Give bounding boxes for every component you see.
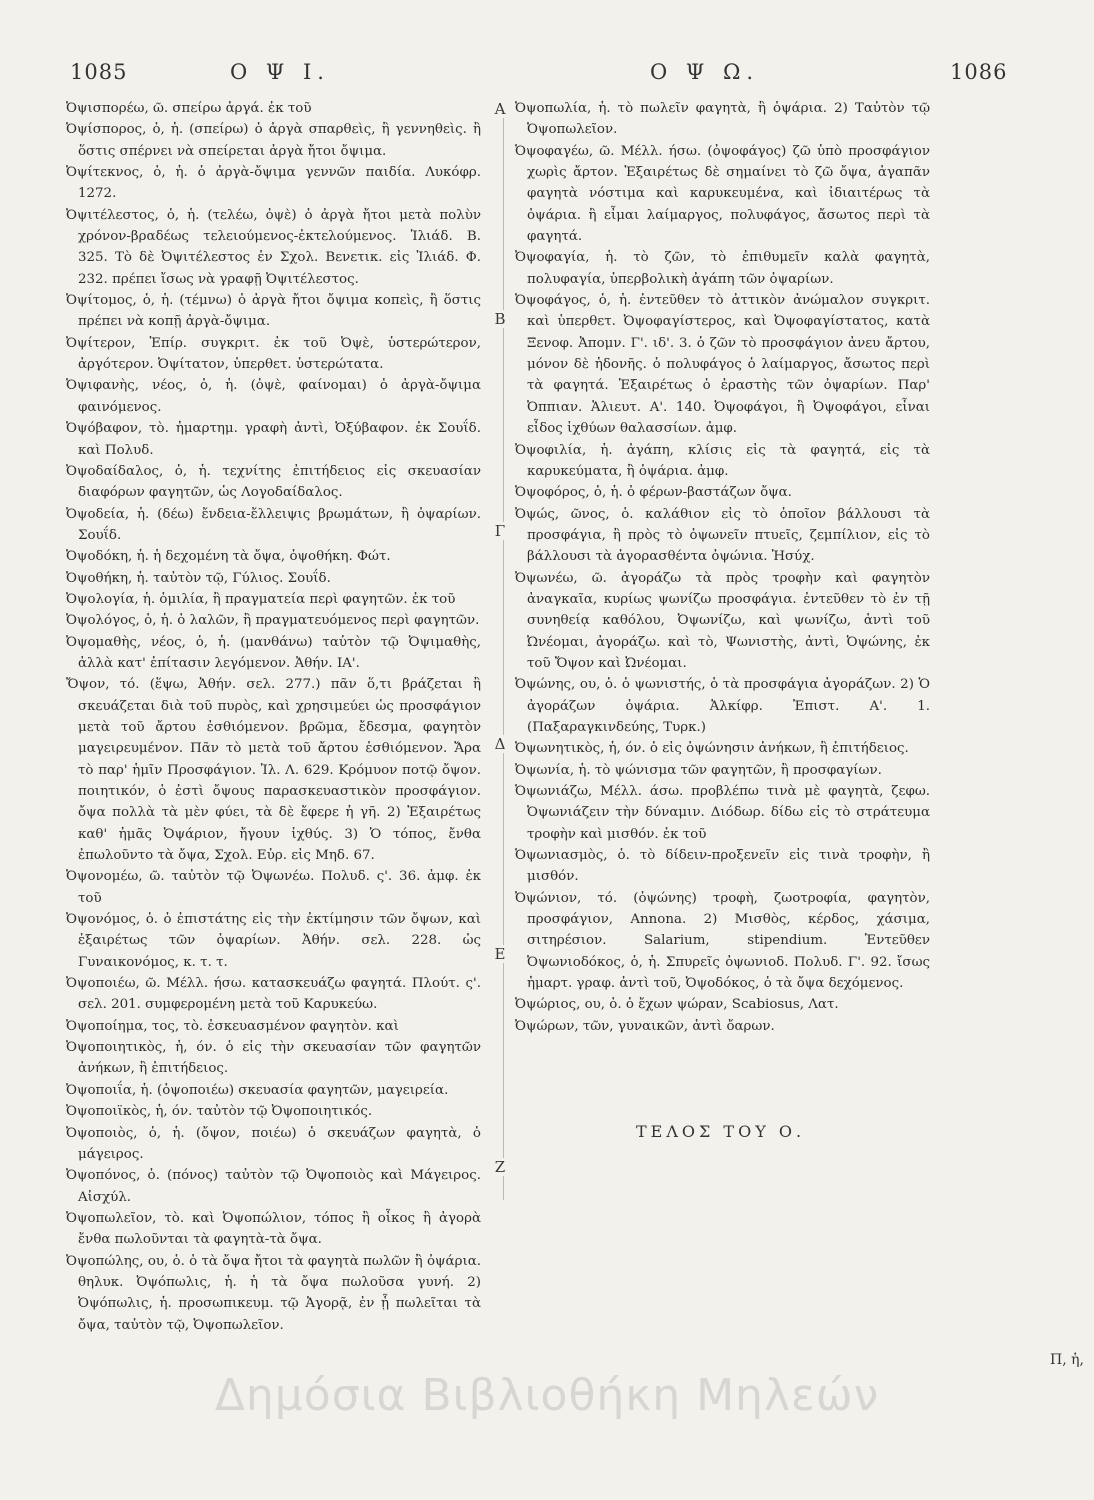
- entry: Ὀψώρων, τῶν, γυναικῶν, ἀντὶ ὄαρων.: [515, 1018, 775, 1034]
- right-page-number: 1086: [950, 60, 1008, 84]
- entry: Ὀψισπορέω, ῶ. σπείρω ἀργά. ἐκ τοῦ: [66, 101, 312, 116]
- entry: Ὀψοποιέω, ῶ. Μέλλ. ήσω. κατασκευάζω φαγητά. Πλούτ. ς'. σελ. 201. συμφερομένη μετὰ τοῦ Καρυκεύω.: [66, 976, 481, 1013]
- entry: Ὀψίσπορος, ὁ, ἡ. (σπείρω) ὁ ἀργὰ σπαρθεὶς, ἢ γεννηθεὶς. ἢ ὅστις σπέρνει νὰ σπείρεται ἀργὰ ἤτοι ὄψιμα.: [66, 122, 481, 159]
- entry: Ὀψοποιϊκὸς, ἡ, όν. ταὐτὸν τῷ Ὀψοποιητικός.: [66, 1104, 373, 1120]
- entry: Ὀψονόμος, ὁ. ὁ ἐπιστάτης εἰς τὴν ἐκτίμησιν τῶν ὄψων, καὶ ἐξαιρέτως τῶν ὀψαρίων. Ἀθήν. σελ. 228. ὡς Γυναικονόμος, κ. τ. τ.: [66, 912, 481, 970]
- entry: Ὀψωνιάζω, Μέλλ. άσω. προβλέπω τινὰ μὲ φαγητὰ, ζεφω. Ὀψωνιάζειν τὴν δύναμιν. Διόδωρ. δίδω εἰς τὸ στράτευμα τροφὴν καὶ μισθόν. ἐκ τοῦ: [515, 784, 930, 842]
- entry: Ὀψωνιασμὸς, ὁ. τὸ δίδειν-προξενεῖν εἰς τινὰ τροφὴν, ἢ μισθόν.: [515, 848, 930, 885]
- entry: Ὀψομαθὴς, νέος, ὁ, ἡ. (μανθάνω) ταὐτὸν τῷ Ὀψιμαθὴς, ἀλλὰ κατ' ἐπίτασιν λεγόμενον. Ἀθήν. ΙΑ'.: [66, 634, 481, 671]
- entry: Ὀψοφιλία, ἡ. ἀγάπη, κλίσις εἰς τὰ φαγητά, εἰς τὰ καρυκεύματα, ἢ ὀψάρια. ἀμφ.: [515, 442, 930, 479]
- entry: Ὀψοπώλης, ου, ὁ. ὁ τὰ ὄψα ἤτοι τὰ φαγητὰ πωλῶν ἢ ὀψάρια. θηλυκ. Ὀψόπωλις, ἡ. ἡ τὰ ὄψα πωλοῦσα γυνή. 2) Ὀψόπωλις, ἡ. προσωπικευμ. τῷ Ἀγορᾷ, ἐν ᾗ πωλεῖται τὰ ὄψα, ταὐτὸν τῷ, Ὀψοπωλεῖον.: [66, 1253, 481, 1333]
- entry: Ὀψοδεία, ἡ. (δέω) ἔνδεια-ἔλλειψις βρωμάτων, ἢ ὀψαρίων. Σουΐδ.: [66, 506, 481, 543]
- right-running-head: Ο Ψ Ω.: [650, 60, 760, 84]
- column-divider: [503, 100, 504, 1200]
- left-running-head: Ο Ψ Ι.: [230, 60, 330, 84]
- entry: Ὀψίτερον, Ἐπίρ. συγκριτ. ἐκ τοῦ Ὀψὲ, ὑστερώτερον, ἀργότερον. Ὀψίτατον, ὑπερθετ. ὑστερώτατα.: [66, 335, 481, 373]
- entry: Ὀψοπωλεῖον, τὸ. καὶ Ὀψοπώλιον, τόπος ἢ οἶκος ἢ ἀγορὰ ἔνθα πωλοῦνται τὰ φαγητὰ-τὰ ὄψα.: [66, 1210, 481, 1248]
- entry: Ὀψώριος, ου, ὁ. ὁ ἔχων ψώραν, Scabiosus, Λατ.: [515, 997, 839, 1013]
- entry: Ὀψοφάγος, ὁ, ἡ. ἐντεῦθεν τὸ ἀττικὸν ἀνώμαλον συγκριτ. καὶ ὑπερθετ. Ὀψοφαγίστερος, καὶ Ὀψοφαγίστατος, κατὰ Ξενοφ. Ἀπομν. Γ'. ιδ'. 3. ὁ ζῶν τὸ προσφάγιον ἀνευ ἄρτου, μόνον δὲ ἡδονῆς. ὁ πολυφάγος ὁ λαίμαργος, ἄσωτος περὶ τὰ φαγητά. Ἐξαιρέτως ὁ ἐραστὴς τῶν ὀψαρίων. Παρ' Ὀππιαν. Ἁλιευτ. Α'. 140. Ὀψοφάγοι, ἢ Ὀψοφάγοι, εἶναι εἶδος ἰχθύων θαλασσίων. ἀμφ.: [515, 293, 930, 437]
- entry: Ὀψοφόρος, ὁ, ἡ. ὁ φέρων-βαστάζων ὄψα.: [515, 485, 792, 501]
- entry: Ὀψοπωλία, ἡ. τὸ πωλεῖν φαγητὰ, ἢ ὀψάρια. 2) Ταὐτὸν τῷ Ὀψοπωλεῖον.: [515, 101, 930, 138]
- entry: Ὀψοδόκη, ἡ. ἡ δεχομένη τὰ ὄψα, ὀψοθήκη. Φώτ.: [66, 549, 391, 565]
- left-page-number: 1085: [70, 60, 128, 84]
- entry: Ὄψον, τό. (ἕψω, Ἀθήν. σελ. 277.) πᾶν ὅ,τι βράζεται ἢ σκευάζεται διὰ τοῦ πυρὸς, καὶ χρησιμεύει ὡς προσφάγιον μετὰ τοῦ ἄρτου ἐσθιόμενον. βρῶμα, ἔδεσμα, φαγητὸν μαγειρευμένον. Πᾶν τὸ μετὰ τοῦ ἄρτου ἐσθιόμενον. Ἄρα τὸ παρ' ἡμῖν Προσφάγιον. Ἰλ. Λ. 629. Κρόμυον ποτῷ ὄψον. ποιητικόν, ὁ ἐστὶ ὄψους παρασκευαστικὸν προσφάγιον. ὄψα πολλὰ τὰ μὲν φύει, τὰ δὲ ἔφερε ἡ γῆ. 2) Ἐξαιρέτως καθ' ἡμᾶς Ὀψάριον, ἤγουν ἰχθύς. 3) Ὁ τόπος, ἔνθα ἐπωλοῦντο τὰ ὄψα, Σχολ. Εὐρ. εἰς Μηδ. 67.: [66, 677, 481, 864]
- entry: Ὀψωνέω, ῶ. ἀγοράζω τὰ πρὸς τροφὴν καὶ φαγητὸν ἀναγκαῖα, κυρίως ψωνίζω προσφάγια. ἐντεῦθεν τὸ ἐν τῇ συνηθείᾳ καθόλου, Ὀψωνίζω, καὶ ψωνίζω, ἀντὶ τοῦ Ὠνέομαι, ἀγοράζω. καὶ τὸ, Ψωνιστὴς, ἀντὶ, Ὀψώνης, ἐκ τοῦ Ὄψον καὶ Ὠνέομαι.: [515, 570, 930, 671]
- entry: Ὀψιφανὴς, νέος, ὁ, ἡ. (ὀψὲ, φαίνομαι) ὁ ἀργὰ-ὄψιμα φαινόμενος.: [66, 378, 481, 415]
- entry: Ὀψιτέλεστος, ὁ, ἡ. (τελέω, ὀψὲ) ὁ ἀργὰ ἤτοι μετὰ πολὺν χρόνον-βραδέως τελειούμενος-ἐκτελούμενος. Ἰλιάδ. Β. 325. Τὸ δὲ Ὀψιτέλεστος ἐν Σχολ. Βενετικ. εἰς Ἰλιάδ. Φ. 232. πρέπει ἴσως νὰ γραφῇ Ὀψιτέλεστος.: [66, 207, 481, 287]
- entry: Ὀψίτομος, ὁ, ἡ. (τέμνω) ὁ ἀργὰ ἤτοι ὄψιμα κοπεὶς, ἢ ὅστις πρέπει νὰ κοπῇ ἀργὰ-ὄψιμα.: [66, 293, 481, 330]
- entry: Ὀψοθήκη, ἡ. ταὐτὸν τῷ, Γύλιος. Σουΐδ.: [66, 570, 331, 586]
- left-column: [66, 98, 481, 1336]
- section-end-title: ΤΕΛΟΣ ΤΟΥ Ο.: [636, 1122, 806, 1141]
- section-letter-gamma: Γ: [485, 522, 515, 540]
- entry: Ὀψώνιον, τό. (ὀψώνης) τροφὴ, ζωοτροφία, φαγητὸν, προσφάγιον, Annona. 2) Μισθὸς, κέρδος, χάσιμα, σιτηρέσιον. Salarium, stipendium. Ἐντεῦθεν Ὀψωνιοδόκος, ὁ, ἡ. Σπυρεῖς ὀψωνιοδ. Πολυδ. Γ'. 92. ἴσως ἡμαρτ. γραφ. ἀντὶ τοῦ, Ὀψοδόκος, ὁ τὰ ὄψα δεχόμενος.: [515, 890, 930, 992]
- entry: Ὀψοποιΐα, ἡ. (ὀψοποιέω) σκευασία φαγητῶν, μαγειρεία.: [66, 1082, 449, 1098]
- entry: Ὀψωνία, ἡ. τὸ ψώνισμα τῶν φαγητῶν, ἢ προσφαγίων.: [515, 762, 882, 778]
- entry: Ὀψοπόνος, ὁ. (πόνος) ταὐτὸν τῷ Ὀψοποιὸς καὶ Μάγειρος. Αἰσχύλ.: [66, 1168, 481, 1205]
- entry: Ὀψόβαφον, τὸ. ἡμαρτημ. γραφὴ ἀντὶ, Ὀξύβαφον. ἐκ Σουΐδ. καὶ Πολυδ.: [66, 421, 481, 458]
- section-letter-b: B: [485, 310, 515, 328]
- right-column: [515, 98, 930, 1037]
- entry: Ὀψολόγος, ὁ, ἡ. ὁ λαλῶν, ἢ πραγματευόμενος περὶ φαγητῶν.: [66, 613, 480, 629]
- entry: Ὀψοποιητικὸς, ἡ, όν. ὁ εἰς τὴν σκευασίαν τῶν φαγητῶν ἀνήκων, ἢ ἐπιτήδειος.: [66, 1040, 481, 1077]
- entry: Ὀψωνητικὸς, ἡ, όν. ὁ εἰς ὀψώνησιν ἀνήκων, ἢ ἐπιτήδειος.: [515, 741, 909, 757]
- entry: Ὀψοφαγία, ἡ. τὸ ζῶν, τὸ ἐπιθυμεῖν καλὰ φαγητὰ, πολυφαγία, ὑπερβολικὴ ἀγάπη τῶν ὀψαρίων.: [515, 250, 930, 287]
- entry: Ὀψοποίημα, τος, τὸ. ἐσκευασμένον φαγητὸν. καὶ: [66, 1018, 399, 1034]
- entry: Ὀψοφαγέω, ῶ. Μέλλ. ήσω. (ὀψοφάγος) ζῶ ὑπὸ προσφάγιον χωρὶς ἄρτον. Ἐξαιρέτως δὲ σημαίνει τὸ ζῶ ὄψα, ἀγαπᾶν φαγητὰ νόστιμα καὶ καρυκευμένα, καὶ ἰδιαιτέρως τὰ ὀψάρια. ἢ εἶμαι λαίμαργος, πολυφάγος, ἄσωτος περὶ τὰ φαγητά.: [515, 143, 930, 245]
- entry: Ὀψοδαίδαλος, ὁ, ἡ. τεχνίτης ἐπιτήδειος εἰς σκευασίαν διαφόρων φαγητῶν, ὡς Λογοδαίδαλος.: [66, 463, 481, 501]
- entry: Ὀψίτεκνος, ὁ, ἡ. ὁ ἀργὰ-ὄψιμα γεννῶν παιδία. Λυκόφρ. 1272.: [66, 165, 481, 202]
- section-letter-delta: Δ: [485, 735, 515, 753]
- library-watermark: Δημόσια Βιβλιοθήκη Μηλεών: [214, 1370, 880, 1421]
- section-letter-a: A: [485, 100, 515, 118]
- entry: Ὀψώς, ῶνος, ὁ. καλάθιον εἰς τὸ ὁποῖον βάλλουσι τὰ προσφάγια, ἢ πρὸς τὸ ὀψωνεῖν πτυεῖς, ζεμπίλιον, εἰς τὸ βάλλουσι τὰ ἀγορασθέντα ὀψώνια. Ἡσύχ.: [515, 506, 930, 565]
- section-letter-e: E: [485, 945, 515, 963]
- entry: Ὀψώνης, ου, ὁ. ὁ ψωνιστής, ὁ τὰ προσφάγια ἀγοράζων. 2) Ὁ ἀγοράζων ὀψάρια. Ἀλκίφρ. Ἐπιστ. Α'. 1. (Παξαραγκινδεύης, Τυρκ.): [515, 677, 930, 735]
- entry: Ὀψολογία, ἡ. ὁμιλία, ἢ πραγματεία περὶ φαγητῶν. ἐκ τοῦ: [66, 591, 456, 607]
- section-letter-z: Z: [485, 1158, 515, 1176]
- entry: Ὀψοποιὸς, ὁ, ἡ. (ὄψον, ποιέω) ὁ σκευάζων φαγητὰ, ὁ μάγειρος.: [66, 1125, 481, 1162]
- printer-signature-mark: Π, ἡ,: [1050, 1352, 1084, 1368]
- entry: Ὀψονομέω, ῶ. ταὐτὸν τῷ Ὀψωνέω. Πολυδ. ς'. 36. ἀμφ. ἐκ τοῦ: [66, 869, 481, 906]
